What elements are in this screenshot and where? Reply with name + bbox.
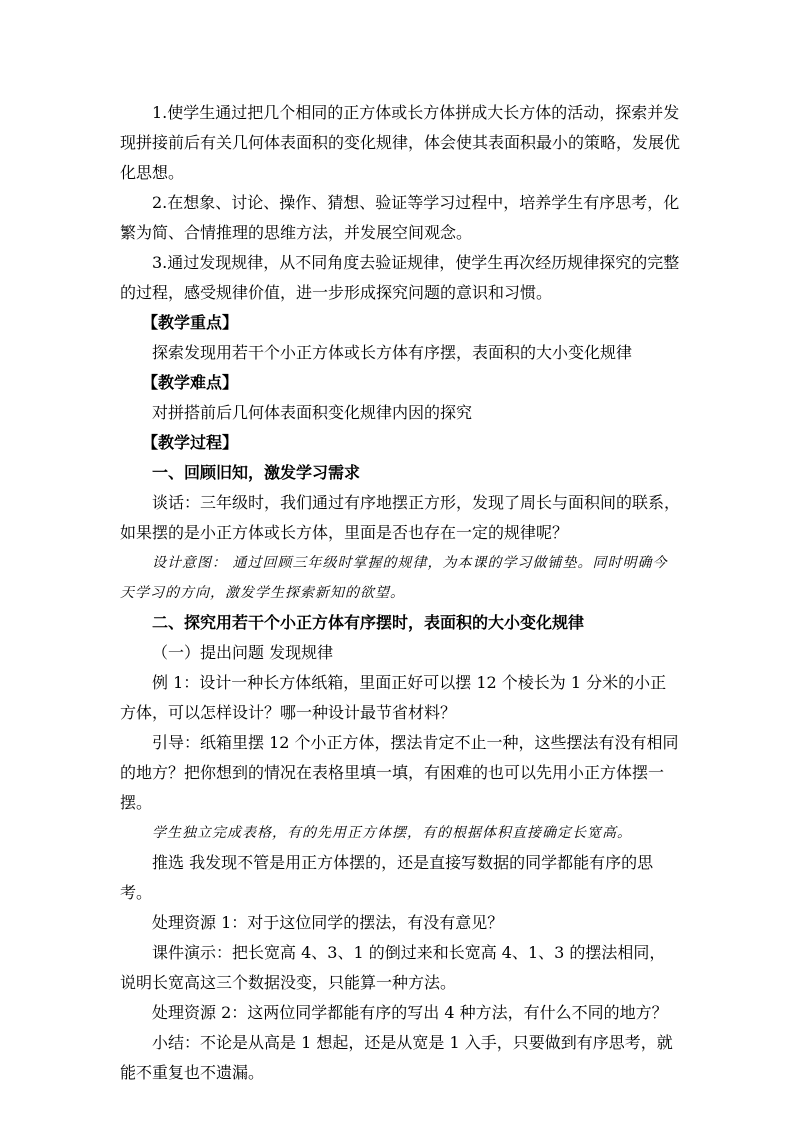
resource-2-text: 处理资源 2：这两位同学都能有序的写出 4 种方法，有什么不同的地方？ [152, 1003, 668, 1022]
section-2-subtitle: （一）提出问题 发现规律 [152, 643, 334, 662]
section-1-design-intent: 设计意图： 通过回顾三年级时掌握的规律，为本课的学习做铺垫。同时明确今天学习的方向，激发学生探索新知的欲望。 [120, 555, 668, 601]
document-page [120, 98, 680, 1088]
objective-3: 3.通过发现规律，从不同角度去验证规律，使学生再次经历规律探究的完整的过程，感受规律价值，进一步形成探究问题的意识和习惯。 [120, 253, 680, 302]
process-heading: 【教学过程】 [142, 433, 239, 452]
key-point-heading: 【教学重点】 [142, 313, 239, 332]
key-point-text: 探索发现用若干个小正方体或长方体有序摆，表面积的大小变化规律 [152, 343, 633, 362]
guide-text: 引导：纸箱里摆 12 个小正方体，摆法肯定不止一种，这些摆法有没有相同的地方？把你想到的情况在表格里填一填，有困难的也可以先用小正方体摆一摆。 [120, 733, 679, 812]
section-2-title: 二、探究用若干个小正方体有序摆时，表面积的大小变化规律 [152, 613, 585, 632]
courseware-demo-text: 课件演示：把长宽高 4、3、1 的倒过来和长宽高 4、1、3 的摆法相同，说明长宽高这三个数据没变，只能算一种方法。 [120, 943, 666, 992]
objective-2: 2.在想象、讨论、操作、猜想、验证等学习过程中，培养学生有序思考，化繁为简、合情推理的思维方法，并发展空间观念。 [120, 193, 680, 242]
section-1-title: 一、回顾旧知，激发学习需求 [152, 463, 361, 482]
summary-text: 小结：不论是从高是 1 想起，还是从宽是 1 入手，只要做到有序思考，就能不重复也不遗漏。 [120, 1033, 673, 1082]
example-1: 例 1：设计一种长方体纸箱，里面正好可以摆 12 个棱长为 1 分米的小正方体，可以怎样设计？哪一种设计最节省材料？ [120, 673, 667, 722]
difficult-point-text: 对拼搭前后几何体表面积变化规律内因的探究 [152, 403, 473, 422]
objective-1: 1.使学生通过把几个相同的正方体或长方体拼成大长方体的活动，探索并发现拼接前后有关几何体表面积的变化规律，体会使其表面积最小的策略，发展优化思想。 [120, 103, 681, 182]
section-1-talk: 谈话：三年级时，我们通过有序地摆正方形，发现了周长与面积间的联系，如果摆的是小正方体或长方体，里面是否也存在一定的规律呢？ [120, 493, 681, 542]
resource-1-text: 处理资源 1：对于这位同学的摆法，有没有意见？ [152, 913, 504, 932]
recommend-text: 推选 我发现不管是用正方体摆的，还是直接写数据的同学都能有序的思考。 [120, 853, 654, 902]
difficult-point-heading: 【教学难点】 [142, 373, 239, 392]
student-note: 学生独立完成表格，有的先用正方体摆，有的根据体积直接确定长宽高。 [152, 825, 632, 841]
